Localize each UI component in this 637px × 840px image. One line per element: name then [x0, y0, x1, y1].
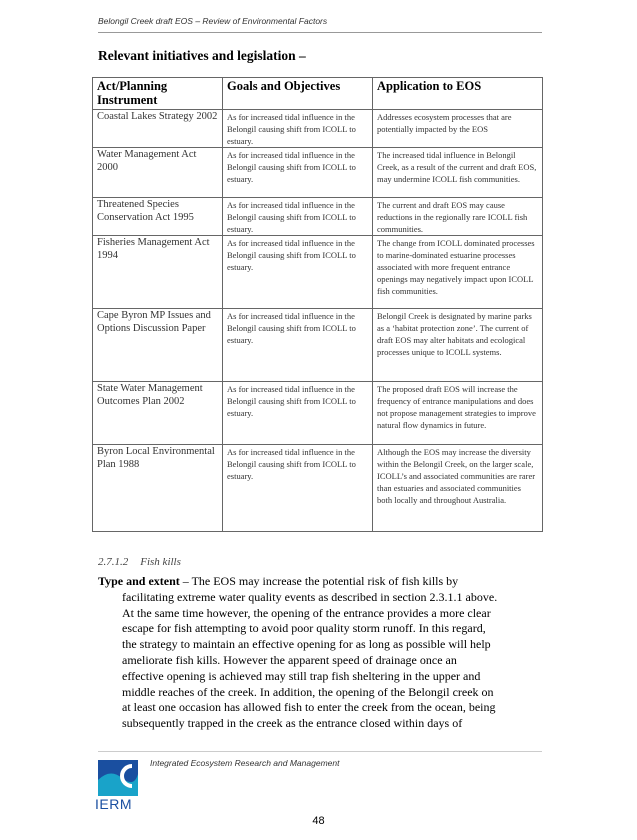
- section-heading: Relevant initiatives and legislation –: [98, 48, 306, 63]
- paragraph-line: effective opening is achieved may still trap fish sheltering in the upper and: [122, 668, 481, 683]
- paragraph-line: ameliorate fish kills. However the apparent speed of drainage once an: [122, 652, 457, 667]
- application-cell: Although the EOS may increase the diversity within the Belongil Creek, on the larger scale, ICOLL’s and associated communities are rarer than estuaries and associated communities both locally and throughout Australia.: [373, 445, 543, 532]
- column-header-goals: Goals and Objectives: [223, 78, 373, 110]
- table-row: [93, 382, 543, 445]
- table-row: [93, 236, 543, 309]
- table-row: [93, 148, 543, 198]
- table-header-row: [93, 78, 543, 110]
- ierm-logo-icon: [96, 752, 144, 800]
- header-divider: [98, 32, 542, 33]
- footer-organisation: Integrated Ecosystem Research and Management: [150, 758, 340, 768]
- goals-cell: As for increased tidal influence in the Belongil causing shift from ICOLL to estuary.: [223, 198, 373, 236]
- table-row: [93, 198, 543, 236]
- column-header-instrument: Act/Planning Instrument: [93, 78, 223, 110]
- instrument-cell: Cape Byron MP Issues and Options Discussion Paper: [93, 309, 223, 382]
- application-cell: Belongil Creek is designated by marine parks as a ‘habitat protection zone’. The current of draft EOS may alter habitats and ecological processes unique to ICOLL systems.: [373, 309, 543, 382]
- subsection-title: Fish kills: [140, 556, 181, 568]
- paragraph-lead: Type and extent: [98, 574, 180, 588]
- subsection-heading: [98, 556, 181, 568]
- application-cell: The proposed draft EOS will increase the frequency of entrance manipulations and does not propose management strategies to improve natural flow dynamics in future.: [373, 382, 543, 445]
- application-cell: The current and draft EOS may cause reductions in the regionally rare ICOLL fish communities.: [373, 198, 543, 236]
- paragraph-line: middle reaches of the creek. In addition, the opening of the Belongil creek on: [122, 684, 494, 699]
- page-number: 48: [312, 815, 325, 827]
- goals-cell: As for increased tidal influence in the Belongil causing shift from ICOLL to estuary.: [223, 110, 373, 148]
- logo-text: IERM: [95, 796, 132, 812]
- table-row: [93, 309, 543, 382]
- instrument-cell: Water Management Act 2000: [93, 148, 223, 198]
- footer-divider: [98, 751, 542, 752]
- goals-cell: As for increased tidal influence in the Belongil causing shift from ICOLL to estuary.: [223, 236, 373, 309]
- application-cell: The change from ICOLL dominated processes to marine-dominated estuarine processes associated with more frequent entrance openings may negatively impact upon ICOLL fish communities.: [373, 236, 543, 309]
- paragraph-line: subsequently trapped in the creek as the entrance closed within days of: [122, 716, 463, 731]
- application-cell: Addresses ecosystem processes that are potentially impacted by the EOS: [373, 110, 543, 148]
- column-header-application: Application to EOS: [373, 78, 543, 110]
- paragraph-line: facilitating extreme water quality events as described in section 2.3.1.1 above.: [122, 589, 498, 604]
- body-paragraph: [98, 574, 542, 732]
- table-row: [93, 110, 543, 148]
- paragraph-line: At the same time however, the opening of the entrance provides a more clear: [122, 605, 491, 620]
- instrument-cell: Fisheries Management Act 1994: [93, 236, 223, 309]
- instrument-cell: Coastal Lakes Strategy 2002: [93, 110, 223, 148]
- goals-cell: As for increased tidal influence in the Belongil causing shift from ICOLL to estuary.: [223, 445, 373, 532]
- legislation-table: [92, 77, 543, 532]
- goals-cell: As for increased tidal influence in the Belongil causing shift from ICOLL to estuary.: [223, 148, 373, 198]
- paragraph-line: at least one occasion has allowed fish to enter the creek from the ocean, being: [122, 700, 496, 715]
- goals-cell: As for increased tidal influence in the Belongil causing shift from ICOLL to estuary.: [223, 309, 373, 382]
- paragraph-line: – The EOS may increase the potential risk of fish kills by: [179, 574, 459, 588]
- running-header: Belongil Creek draft EOS – Review of Environmental Factors: [98, 16, 328, 26]
- goals-cell: As for increased tidal influence in the Belongil causing shift from ICOLL to estuary.: [223, 382, 373, 445]
- instrument-cell: Byron Local Environmental Plan 1988: [93, 445, 223, 532]
- instrument-cell: Threatened Species Conservation Act 1995: [93, 198, 223, 236]
- subsection-number: 2.7.1.2: [98, 556, 129, 568]
- paragraph-line: escape for fish attempting to avoid poor quality storm runoff. In this regard,: [122, 621, 486, 636]
- instrument-cell: State Water Management Outcomes Plan 2002: [93, 382, 223, 445]
- application-cell: The increased tidal influence in Belongil Creek, as a result of the current and draft EOS, may undermine ICOLL fish communities.: [373, 148, 543, 198]
- table-row: [93, 445, 543, 532]
- paragraph-line: the strategy to maintain an effective opening for as long as possible will help: [122, 637, 491, 652]
